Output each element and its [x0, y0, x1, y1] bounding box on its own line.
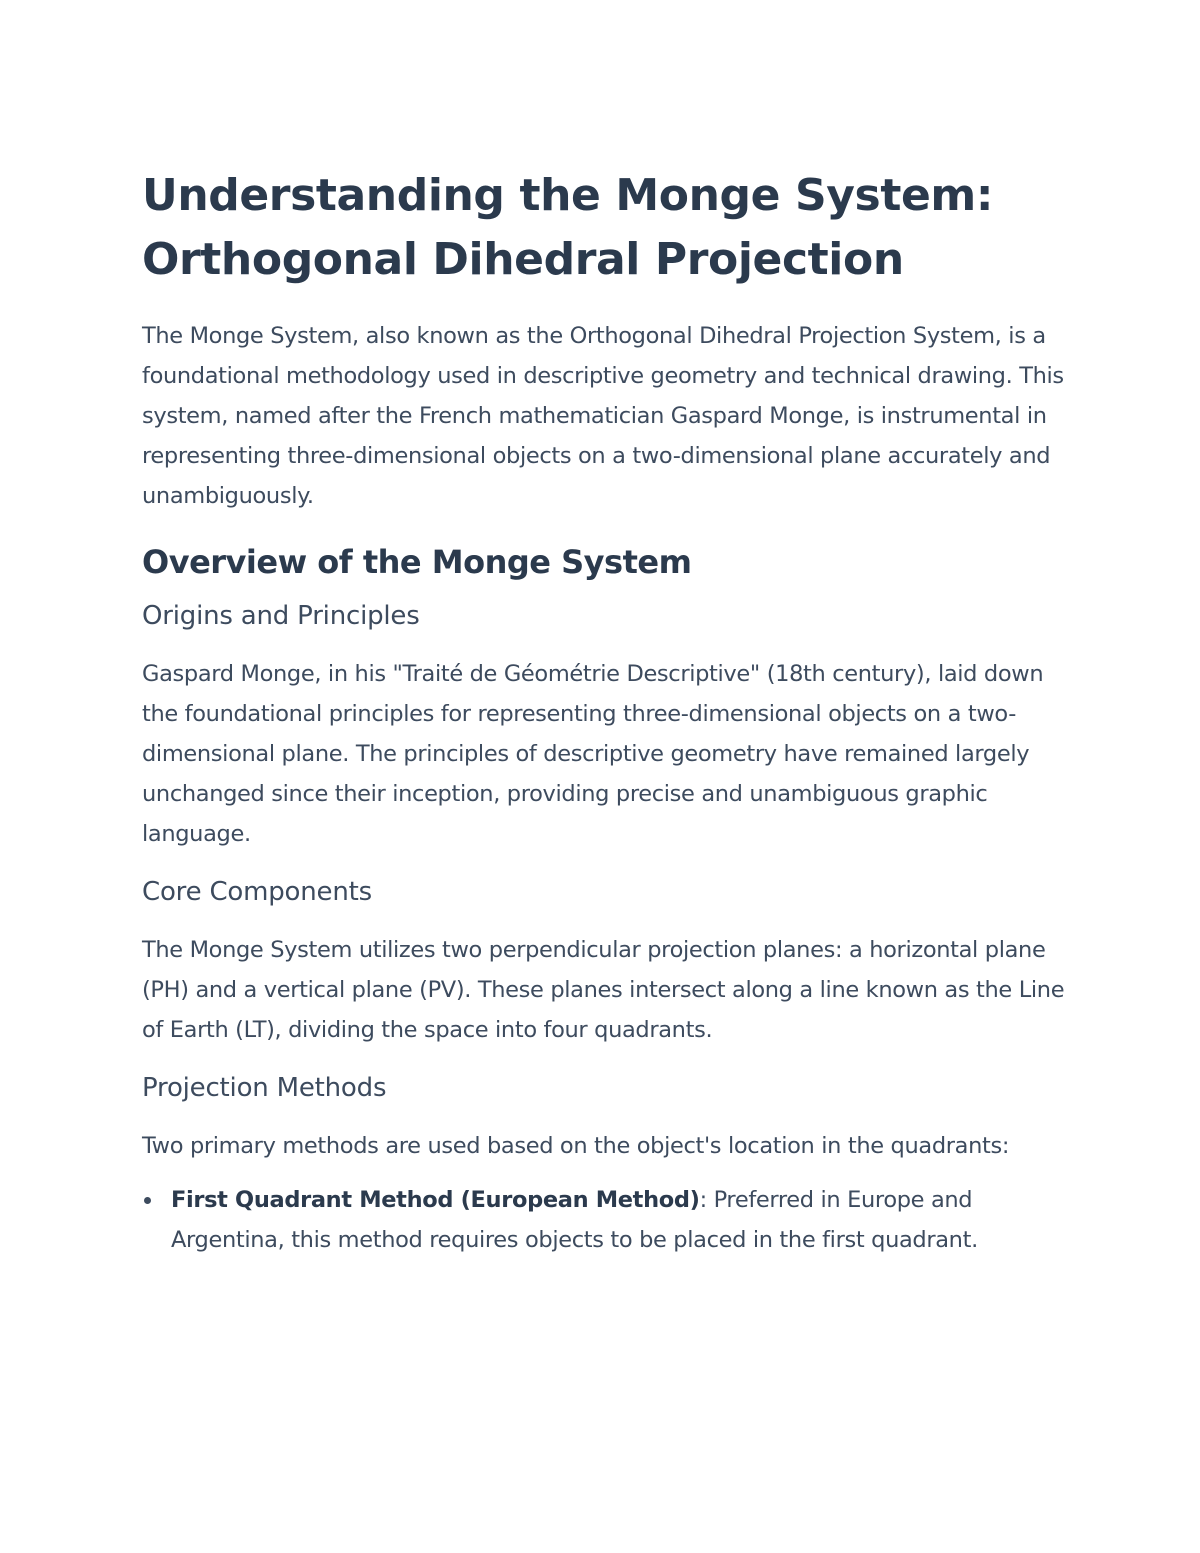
projection-methods-paragraph: Two primary methods are used based on the object's location in the quadrants:: [142, 1133, 1010, 1159]
list-item-description: : Preferred in Europe and Argentina, this method requires objects to be placed in the first quadrant.: [171, 1187, 978, 1253]
bullet-icon: [144, 1197, 151, 1204]
subsection-heading-core-components: Core Components: [142, 877, 372, 907]
section-title: Overview of the Monge System: [142, 543, 692, 581]
projection-methods-list: [142, 1180, 1072, 1260]
page-title: Understanding the Monge System: Orthogonal Dihedral Projection: [142, 170, 994, 285]
list-item-term: First Quadrant Method (European Method): [171, 1187, 700, 1213]
document-page: [142, 164, 1072, 1260]
subsection-heading-projection-methods: Projection Methods: [142, 1073, 387, 1103]
list-item: [142, 1180, 1072, 1260]
core-components-paragraph: The Monge System utilizes two perpendicular projection planes: a horizontal plane (PH) and a vertical plane (PV). These planes intersect along a line known as the Line of Earth (LT), dividing the space into four quadrants.: [142, 937, 1065, 1043]
intro-paragraph: The Monge System, also known as the Orthogonal Dihedral Projection System, is a foundational methodology used in descriptive geometry and technical drawing. This system, named after the French mathematician Gaspard Monge, is instrumental in representing three-dimensional objects on a two-dimensional plane accurately and unambiguously.: [142, 323, 1064, 509]
subsection-heading-origins: Origins and Principles: [142, 601, 420, 631]
origins-paragraph: Gaspard Monge, in his "Traité de Géométrie Descriptive" (18th century), laid down the foundational principles for representing three-dimensional objects on a two-dimensional plane. The principles of descriptive geometry have remained largely unchanged since their inception, providing precise and unambiguous graphic language.: [142, 661, 1044, 847]
